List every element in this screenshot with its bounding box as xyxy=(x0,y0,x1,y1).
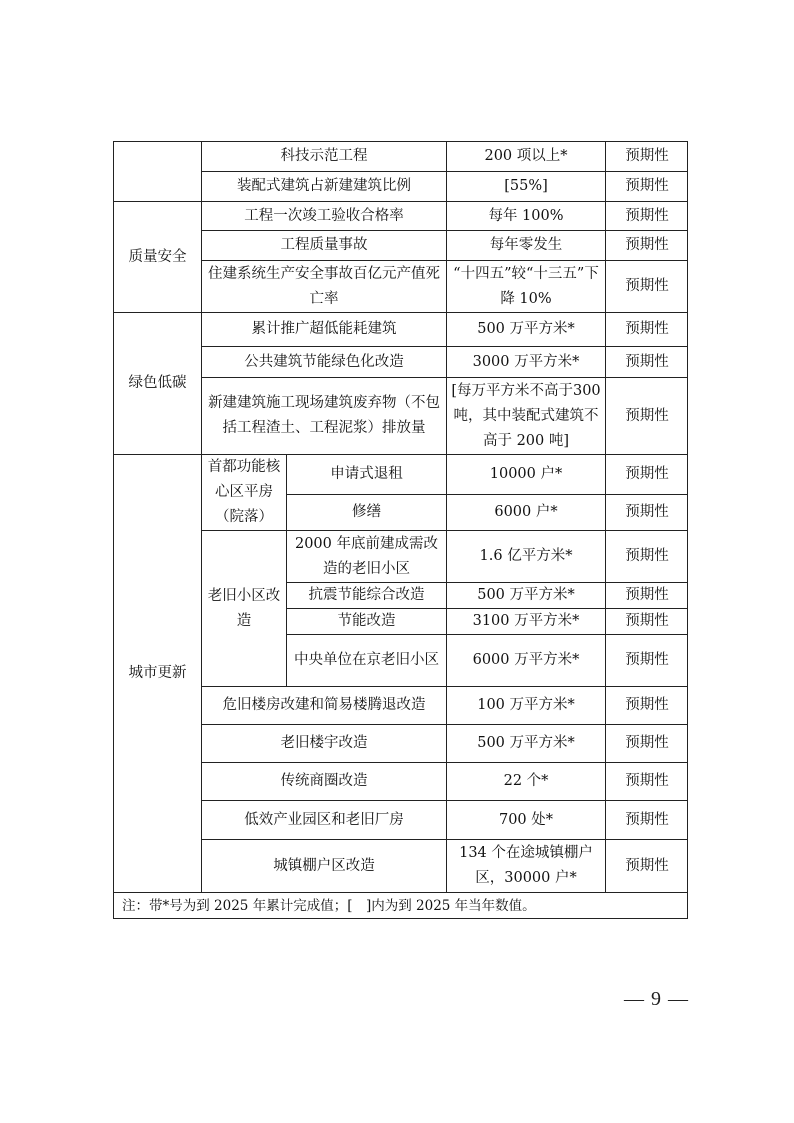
attr-pre2000-community: 预期性 xyxy=(605,530,688,582)
indicator-dangerous-buildings: 危旧楼房改建和简易楼腾退改造 xyxy=(201,686,446,724)
indicator-industrial-parks: 低效产业园区和老旧厂房 xyxy=(201,800,446,839)
indicator-seismic-energy: 抗震节能综合改造 xyxy=(286,582,446,608)
target-ultra-low-energy: 500 万平方米* xyxy=(446,312,605,346)
target-pre2000-community: 1.6 亿平方米* xyxy=(446,530,605,582)
indicator-prefab-ratio: 装配式建筑占新建建筑比例 xyxy=(201,171,446,201)
attr-quality-accident: 预期性 xyxy=(605,230,688,260)
target-industrial-parks: 700 处* xyxy=(446,800,605,839)
cat-empty xyxy=(113,141,201,201)
target-acceptance-rate: 每年 100% xyxy=(446,201,605,230)
indicator-quality-accident: 工程质量事故 xyxy=(201,230,446,260)
attr-dangerous-buildings: 预期性 xyxy=(605,686,688,724)
target-death-rate: “十四五”较“十三五”下降 10% xyxy=(446,260,605,312)
target-seismic-energy: 500 万平方米* xyxy=(446,582,605,608)
attr-tech-demo: 预期性 xyxy=(605,141,688,171)
target-repair: 6000 户* xyxy=(446,494,605,530)
target-prefab-ratio: [55%] xyxy=(446,171,605,201)
indicator-ultra-low-energy: 累计推广超低能耗建筑 xyxy=(201,312,446,346)
cat-green-lowcarbon: 绿色低碳 xyxy=(113,312,201,454)
target-shantytown: 134 个在途城镇棚户区，30000 户* xyxy=(446,839,605,892)
indicator-table xyxy=(113,141,688,919)
attr-old-buildings: 预期性 xyxy=(605,724,688,762)
indicator-shopping-districts: 传统商圈改造 xyxy=(201,762,446,800)
page-number: — 9 — xyxy=(624,988,689,1010)
target-old-buildings: 500 万平方米* xyxy=(446,724,605,762)
indicator-shantytown: 城镇棚户区改造 xyxy=(201,839,446,892)
indicator-repair: 修缮 xyxy=(286,494,446,530)
attr-repair: 预期性 xyxy=(605,494,688,530)
attr-seismic-energy: 预期性 xyxy=(605,582,688,608)
target-dangerous-buildings: 100 万平方米* xyxy=(446,686,605,724)
indicator-pre2000-community: 2000 年底前建成需改造的老旧小区 xyxy=(286,530,446,582)
attr-ultra-low-energy: 预期性 xyxy=(605,312,688,346)
target-tech-demo: 200 项以上* xyxy=(446,141,605,171)
indicator-death-rate: 住建系统生产安全事故百亿元产值死亡率 xyxy=(201,260,446,312)
subcat-core-bungalows: 首都功能核心区平房（院落） xyxy=(201,454,286,530)
target-shopping-districts: 22 个* xyxy=(446,762,605,800)
table-note: 注：带*号为到 2025 年累计完成值；[ ]内为到 2025 年当年数值。 xyxy=(113,892,688,919)
indicator-central-units: 中央单位在京老旧小区 xyxy=(286,634,446,686)
indicator-tech-demo: 科技示范工程 xyxy=(201,141,446,171)
attr-shopping-districts: 预期性 xyxy=(605,762,688,800)
indicator-acceptance-rate: 工程一次竣工验收合格率 xyxy=(201,201,446,230)
attr-central-units: 预期性 xyxy=(605,634,688,686)
target-construction-waste: [每万平方米不高于300 吨，其中装配式建筑不高于 200 吨] xyxy=(446,377,605,454)
cat-urban-renewal: 城市更新 xyxy=(113,454,201,892)
target-energy-saving: 3100 万平方米* xyxy=(446,608,605,634)
attr-public-green-retrofit: 预期性 xyxy=(605,346,688,377)
target-apply-relocation: 10000 户* xyxy=(446,454,605,494)
target-public-green-retrofit: 3000 万平方米* xyxy=(446,346,605,377)
attr-acceptance-rate: 预期性 xyxy=(605,201,688,230)
attr-prefab-ratio: 预期性 xyxy=(605,171,688,201)
attr-energy-saving: 预期性 xyxy=(605,608,688,634)
attr-shantytown: 预期性 xyxy=(605,839,688,892)
indicator-energy-saving: 节能改造 xyxy=(286,608,446,634)
subcat-old-community: 老旧小区改造 xyxy=(201,530,286,686)
target-quality-accident: 每年零发生 xyxy=(446,230,605,260)
cat-quality-safety: 质量安全 xyxy=(113,201,201,312)
attr-death-rate: 预期性 xyxy=(605,260,688,312)
target-central-units: 6000 万平方米* xyxy=(446,634,605,686)
indicator-apply-relocation: 申请式退租 xyxy=(286,454,446,494)
indicator-public-green-retrofit: 公共建筑节能绿色化改造 xyxy=(201,346,446,377)
attr-apply-relocation: 预期性 xyxy=(605,454,688,494)
attr-construction-waste: 预期性 xyxy=(605,377,688,454)
attr-industrial-parks: 预期性 xyxy=(605,800,688,839)
indicator-construction-waste: 新建建筑施工现场建筑废弃物（不包括工程渣土、工程泥浆）排放量 xyxy=(201,377,446,454)
indicator-old-buildings: 老旧楼宇改造 xyxy=(201,724,446,762)
